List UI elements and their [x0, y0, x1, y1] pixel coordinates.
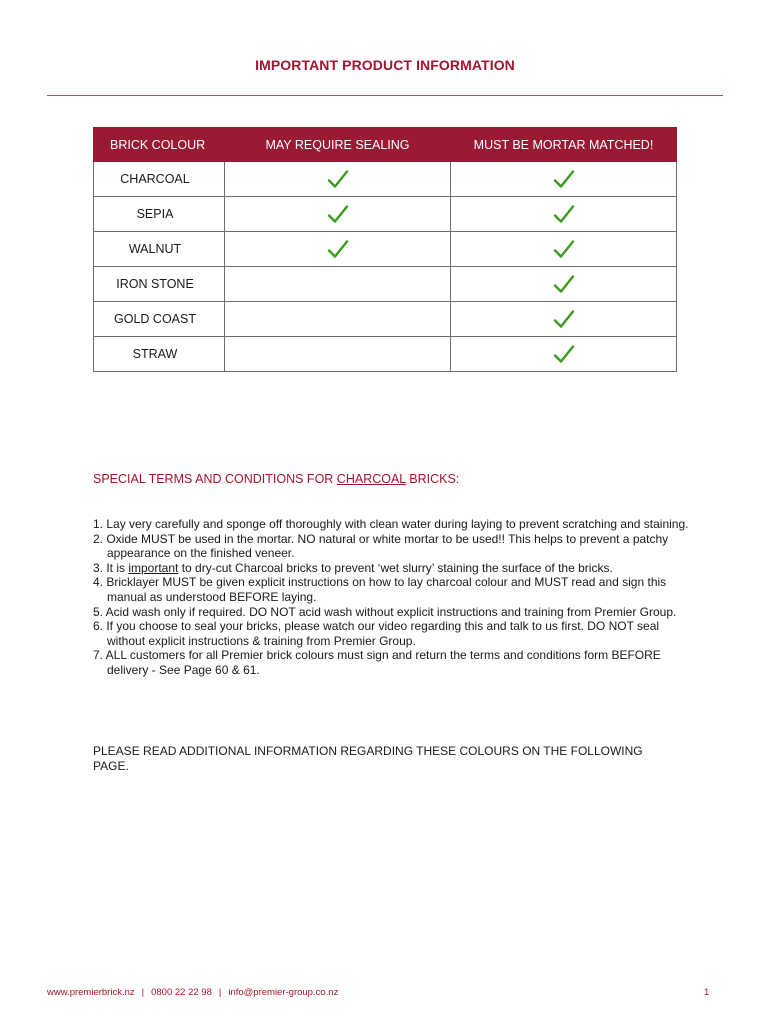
may-require-sealing-cell [225, 232, 451, 267]
may-require-sealing-cell [225, 197, 451, 232]
checkmark-icon [225, 239, 450, 259]
term-text: 2. Oxide MUST be used in the mortar. NO natural or white mortar to be used!! This helps to prevent a patchy appearance on the finished veneer. [93, 531, 669, 561]
special-terms-heading-suffix: BRICKS: [405, 472, 460, 486]
table-header-row [94, 128, 677, 162]
page-title: IMPORTANT PRODUCT INFORMATION [255, 57, 515, 73]
term-emphasis: important [128, 560, 179, 575]
footer-phone: 0800 22 22 98 [151, 987, 212, 998]
checkmark-icon [451, 274, 676, 294]
column-header-mortar-matched: MUST BE MORTAR MATCHED! [451, 128, 677, 162]
footer-email-link[interactable]: info@premier-group.co.nz [228, 987, 339, 998]
mortar-matched-cell [451, 337, 677, 372]
mortar-matched-cell [451, 267, 677, 302]
table-row [94, 337, 677, 372]
table-body [94, 162, 677, 372]
term-text: 6. If you choose to seal your bricks, please watch our video regarding this and talk to us first. DO NOT seal without explicit instructions & training from Premier Group. [93, 619, 660, 648]
may-require-sealing-cell [225, 162, 451, 197]
mortar-matched-cell [451, 302, 677, 337]
special-terms-heading-prefix: SPECIAL TERMS AND CONDITIONS FOR [93, 472, 337, 486]
page-number: 1 [704, 987, 710, 998]
list-item [93, 517, 693, 532]
list-item [93, 575, 693, 604]
checkmark-icon [451, 344, 676, 364]
footer-separator: | [141, 987, 145, 998]
footer-website-link[interactable]: www.premierbrick.nz [47, 987, 135, 998]
mortar-matched-cell [451, 232, 677, 267]
may-require-sealing-cell [225, 302, 451, 337]
list-item [93, 648, 693, 677]
brick-colour-name: SEPIA [94, 197, 225, 232]
checkmark-icon [225, 204, 450, 224]
checkmark-icon [451, 239, 676, 259]
column-header-may-require-sealing: MAY REQUIRE SEALING [225, 128, 451, 162]
term-text: 5. Acid wash only if required. DO NOT acid wash without explicit instructions and training from Premier Group. [93, 604, 677, 619]
terms-list [93, 517, 693, 678]
term-text: 7. ALL customers for all Premier brick colours must sign and return the terms and conditions form BEFORE delivery - See Page 60 & 61. [93, 648, 661, 677]
checkmark-icon [451, 204, 676, 224]
brick-colour-name: CHARCOAL [94, 162, 225, 197]
brick-colour-name: WALNUT [94, 232, 225, 267]
table-row [94, 162, 677, 197]
additional-info-notice: PLEASE READ ADDITIONAL INFORMATION REGARDING THESE COLOURS ON THE FOLLOWING PAGE. [93, 744, 643, 773]
brick-colour-name: IRON STONE [94, 267, 225, 302]
special-terms-heading-underlined: CHARCOAL [336, 472, 406, 486]
checkmark-icon [451, 309, 676, 329]
table-row [94, 197, 677, 232]
mortar-matched-cell [451, 197, 677, 232]
product-info-table [93, 127, 677, 372]
table-row [94, 302, 677, 337]
checkmark-icon [451, 169, 676, 189]
table-row [94, 232, 677, 267]
list-item [93, 561, 693, 576]
brick-colour-name: STRAW [94, 337, 225, 372]
footer [47, 987, 338, 998]
term-text: 1. Lay very carefully and sponge off thoroughly with clean water during laying to prevent scratching and staining. [93, 517, 689, 531]
may-require-sealing-cell [225, 337, 451, 372]
column-header-brick-colour: BRICK COLOUR [94, 128, 225, 162]
footer-separator: | [218, 987, 222, 998]
term-text: 3. It is [93, 560, 129, 575]
term-text: 4. Bricklayer MUST be given explicit instructions on how to lay charcoal colour and MUST read and sign this manual as understood BEFORE laying. [93, 575, 667, 604]
mortar-matched-cell [451, 162, 677, 197]
checkmark-icon [225, 169, 450, 189]
list-item [93, 605, 693, 620]
title-divider [47, 95, 723, 96]
brick-colour-name: GOLD COAST [94, 302, 225, 337]
special-terms-heading [93, 472, 459, 486]
list-item [93, 619, 693, 648]
term-text-suffix: to dry-cut Charcoal bricks to prevent ‘wet slurry’ staining the surface of the bricks. [178, 560, 613, 575]
list-item [93, 532, 693, 561]
may-require-sealing-cell [225, 267, 451, 302]
table-row [94, 267, 677, 302]
